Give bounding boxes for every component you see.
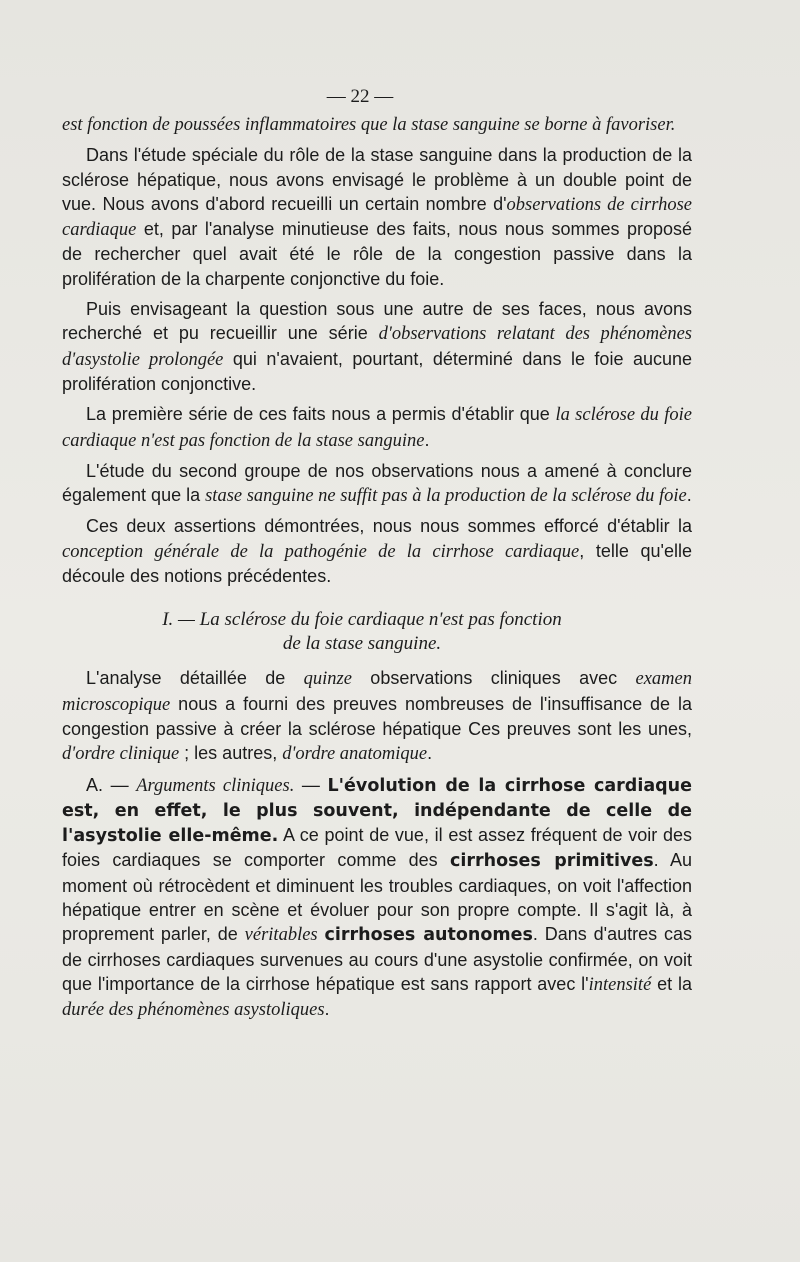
section-heading xyxy=(62,608,692,656)
paragraph-continuation: est fonction de poussées inflammatoires que la stase sanguine se borne à favoriser. xyxy=(62,115,676,135)
page-body xyxy=(62,112,692,1029)
paragraph-asystolie: Puis envisageant la question sous une autre de ses faces, nous avons recherché et pu recueillir une série d'observations relatant des phénomènes d'asystolie prolongée qui n'avaient, pourtant, déterminé dans le foie aucune prolifération conjonctive. xyxy=(62,299,692,394)
section-heading-line-2: de la stase sanguine. xyxy=(282,633,442,655)
paragraph-clinical-arguments: A. — Arguments cliniques. — L'évolution de la cirrhose cardiaque est, en effet, le plus souvent, indépendante de celle de l'asystolie elle-même. A ce point de vue, il est assez fréquent de voir des foies cardiaques se comporter comme des cirrhoses primitives. Au moment où rétrocèdent et diminuent les troubles cardiaques, on voit l'affection hépatique entrer en scène et évoluer pour son propre compte. Il s'agit là, à proprement parler, de véritables cirrhoses autonomes. Dans d'autres cas de cirrhoses cardiaques survenues au cours d'une asystolie confirmée, on voit que l'importance de la cirrhose hépatique est sans rapport avec l'intensité et la durée des phénomènes asystoliques. xyxy=(62,774,693,1021)
section-heading-line-1: I. — La sclérose du foie cardiaque n'est pas fonction xyxy=(162,609,562,631)
paragraph-study-intro: Dans l'étude spéciale du rôle de la stase sanguine dans la production de la sclérose hépatique, nous avons envisagé le problème à un double point de vue. Nous avons d'abord recueilli un certain nombre d'observations de cirrhose cardiaque et, par l'analyse minutieuse des faits, nous nous sommes proposé de rechercher quel avait été le rôle de la congestion passive dans la prolifération de la charpente conjonctive du foie. xyxy=(62,145,692,289)
page-number: — 22 — xyxy=(326,86,394,107)
paragraph-analysis: L'analyse détaillée de quinze observations cliniques avec examen microscopique nous a fourni des preuves nombreuses de l'insuffisance de la congestion passive à créer la sclérose hépatique Ces preuves sont les unes, d'ordre clinique ; les autres, d'ordre anatomique. xyxy=(62,668,692,765)
paragraph-second-group: L'étude du second groupe de nos observations nous a amené à conclure également que la stase sanguine ne suffit pas à la production de la sclérose du foie. xyxy=(62,460,692,507)
paragraph-assertions: Ces deux assertions démontrées, nous nous sommes efforcé d'établir la conception générale de la pathogénie de la cirrhose cardiaque, telle qu'elle découle des notions précédentes. xyxy=(62,516,692,587)
paragraph-first-series: La première série de ces faits nous a permis d'établir que la sclérose du foie cardiaque n'est pas fonction de la stase sanguine. xyxy=(62,404,692,451)
